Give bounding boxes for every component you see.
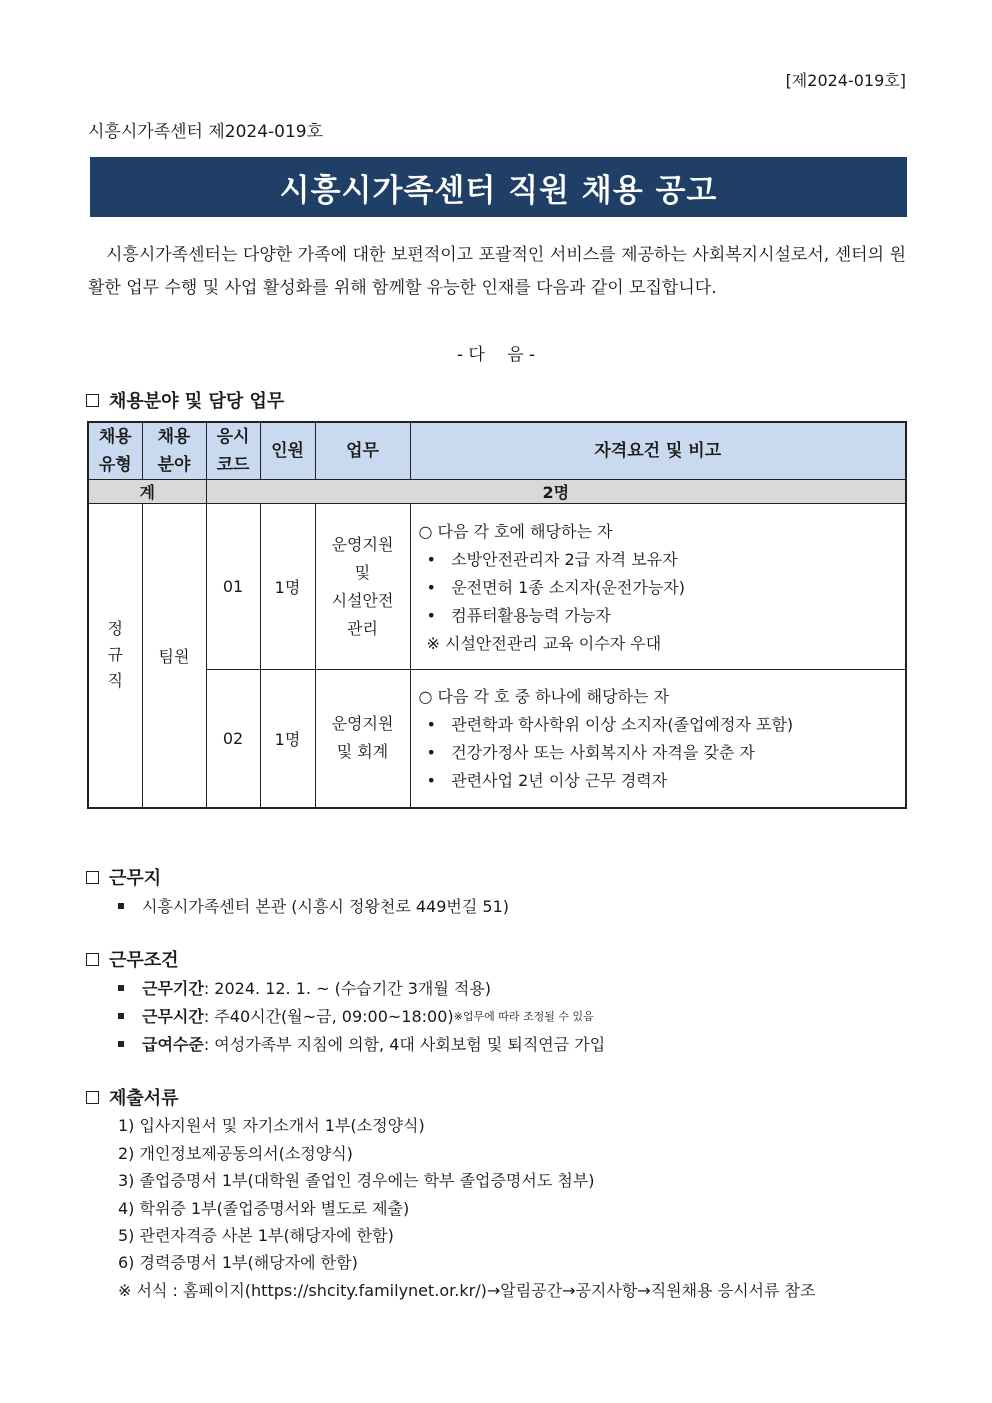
checkbox-square-icon — [86, 394, 99, 407]
sum-label: 계 — [88, 480, 206, 504]
recruit-table — [87, 421, 907, 809]
list-item — [118, 976, 491, 999]
section-heading-docs — [86, 1084, 179, 1110]
condition-value: : 2024. 12. 1. ~ (수습기간 3개월 적용) — [203, 979, 492, 998]
header-qualification: 자격요건 및 비고 — [410, 422, 906, 480]
square-bullet-icon — [118, 985, 124, 991]
header-code: 응시 코드 — [206, 422, 260, 480]
condition-value: : 여성가족부 지침에 의함, 4대 사회보험 및 퇴직연금 가입 — [203, 1035, 606, 1054]
doc-item: 1) 입사지원서 및 자기소개서 1부(소정양식) — [118, 1116, 425, 1135]
organization-line: 시흥시가족센터 제2024-019호 — [88, 122, 324, 142]
doc-item: 3) 졸업증명서 1부(대학원 졸업인 경우에는 학부 졸업증명서도 첨부) — [118, 1171, 595, 1190]
section-heading-label: 근무지 — [109, 868, 162, 889]
condition-label: 근무기간 — [142, 979, 204, 998]
table-header-row — [88, 422, 906, 480]
checkbox-square-icon — [86, 1091, 99, 1104]
condition-label: 근무시간 — [142, 1007, 204, 1026]
section-heading-recruit — [86, 387, 284, 413]
list-item: • 컴퓨터활용능력 가능자 — [426, 605, 611, 625]
qualification-note: ※ 시설안전관리 교육 이수자 우대 — [426, 633, 662, 653]
section-heading-workplace — [86, 864, 161, 890]
field-cell: 팀원 — [142, 504, 206, 808]
table-sum-row — [88, 480, 906, 504]
header-count: 인원 — [260, 422, 315, 480]
section-heading-label: 제출서류 — [109, 1088, 179, 1109]
intro-paragraph: 시흥시가족센터는 다양한 가족에 대한 보편적이고 포괄적인 서비스를 제공하는 사회복지시설로서, 센터의 원활한 업무 수행 및 사업 활성화를 위해 함께할 유능한 인재를 다음과 같이 모집합니다. — [88, 245, 906, 298]
list-item — [118, 1004, 594, 1027]
table-row — [88, 504, 906, 670]
list-item: • 운전면허 1종 소지자(운전가능자) — [426, 577, 685, 597]
square-bullet-icon — [118, 1041, 124, 1047]
doc-item: 4) 학위증 1부(졸업증명서와 별도로 제출) — [118, 1199, 410, 1218]
sum-value: 2명 — [206, 480, 906, 504]
section-heading-conditions — [86, 946, 179, 972]
checkbox-square-icon — [86, 953, 99, 966]
condition-note: ※업무에 따라 조정될 수 있음 — [453, 1009, 594, 1023]
list-item — [118, 894, 509, 917]
header-duty: 업무 — [315, 422, 410, 480]
document-number: [제2024-019호] — [785, 71, 906, 90]
workplace-text: 시흥시가족센터 본관 (시흥시 정왕천로 449번길 51) — [142, 897, 510, 916]
code-cell: 01 — [206, 504, 260, 670]
qualification-heading: ○ 다음 각 호 중 하나에 해당하는 자 — [418, 687, 669, 707]
doc-note: ※ 서식 : 홈페이지(https://shcity.familynet.or.kr/)→알림공간→공지사항→직원채용 응시서류 참조 — [118, 1281, 816, 1300]
condition-label: 급여수준 — [142, 1035, 204, 1054]
qualification-heading: ○ 다음 각 호에 해당하는 자 — [418, 521, 613, 541]
qualification-cell — [410, 670, 906, 808]
condition-value: : 주40시간(월~금, 09:00~18:00) — [203, 1007, 454, 1026]
separator-text: - 다 음 - — [456, 345, 536, 365]
square-bullet-icon — [118, 1013, 124, 1019]
duty-cell: 운영지원 및 회계 — [315, 670, 410, 808]
type-cell: 정 규 직 — [88, 504, 142, 808]
header-field: 채용 분야 — [142, 422, 206, 480]
list-item: • 소방안전관리자 2급 자격 보유자 — [426, 549, 678, 569]
header-type: 채용 유형 — [88, 422, 142, 480]
qualification-cell — [410, 504, 906, 670]
count-cell: 1명 — [260, 670, 315, 808]
list-item: • 관련사업 2년 이상 근무 경력자 — [426, 771, 668, 791]
doc-item: 5) 관련자격증 사본 1부(해당자에 한함) — [118, 1226, 394, 1245]
list-item: • 건강가정사 또는 사회복지사 자격을 갖춘 자 — [426, 743, 755, 763]
section-heading-label: 근무조건 — [109, 950, 179, 971]
doc-item: 2) 개인정보제공동의서(소정양식) — [118, 1144, 353, 1163]
checkbox-square-icon — [86, 871, 99, 884]
doc-item: 6) 경력증명서 1부(해당자에 한함) — [118, 1253, 358, 1272]
title-banner — [90, 157, 907, 217]
square-bullet-icon — [118, 903, 124, 909]
table-row — [88, 670, 906, 808]
count-cell: 1명 — [260, 504, 315, 670]
list-item — [118, 1032, 605, 1055]
list-item: • 관련학과 학사학위 이상 소지자(졸업예정자 포함) — [426, 715, 794, 735]
section-heading-label: 채용분야 및 담당 업무 — [109, 391, 285, 412]
duty-cell: 운영지원 및 시설안전 관리 — [315, 504, 410, 670]
code-cell: 02 — [206, 670, 260, 808]
page-title: 시흥시가족센터 직원 채용 공고 — [279, 172, 718, 209]
